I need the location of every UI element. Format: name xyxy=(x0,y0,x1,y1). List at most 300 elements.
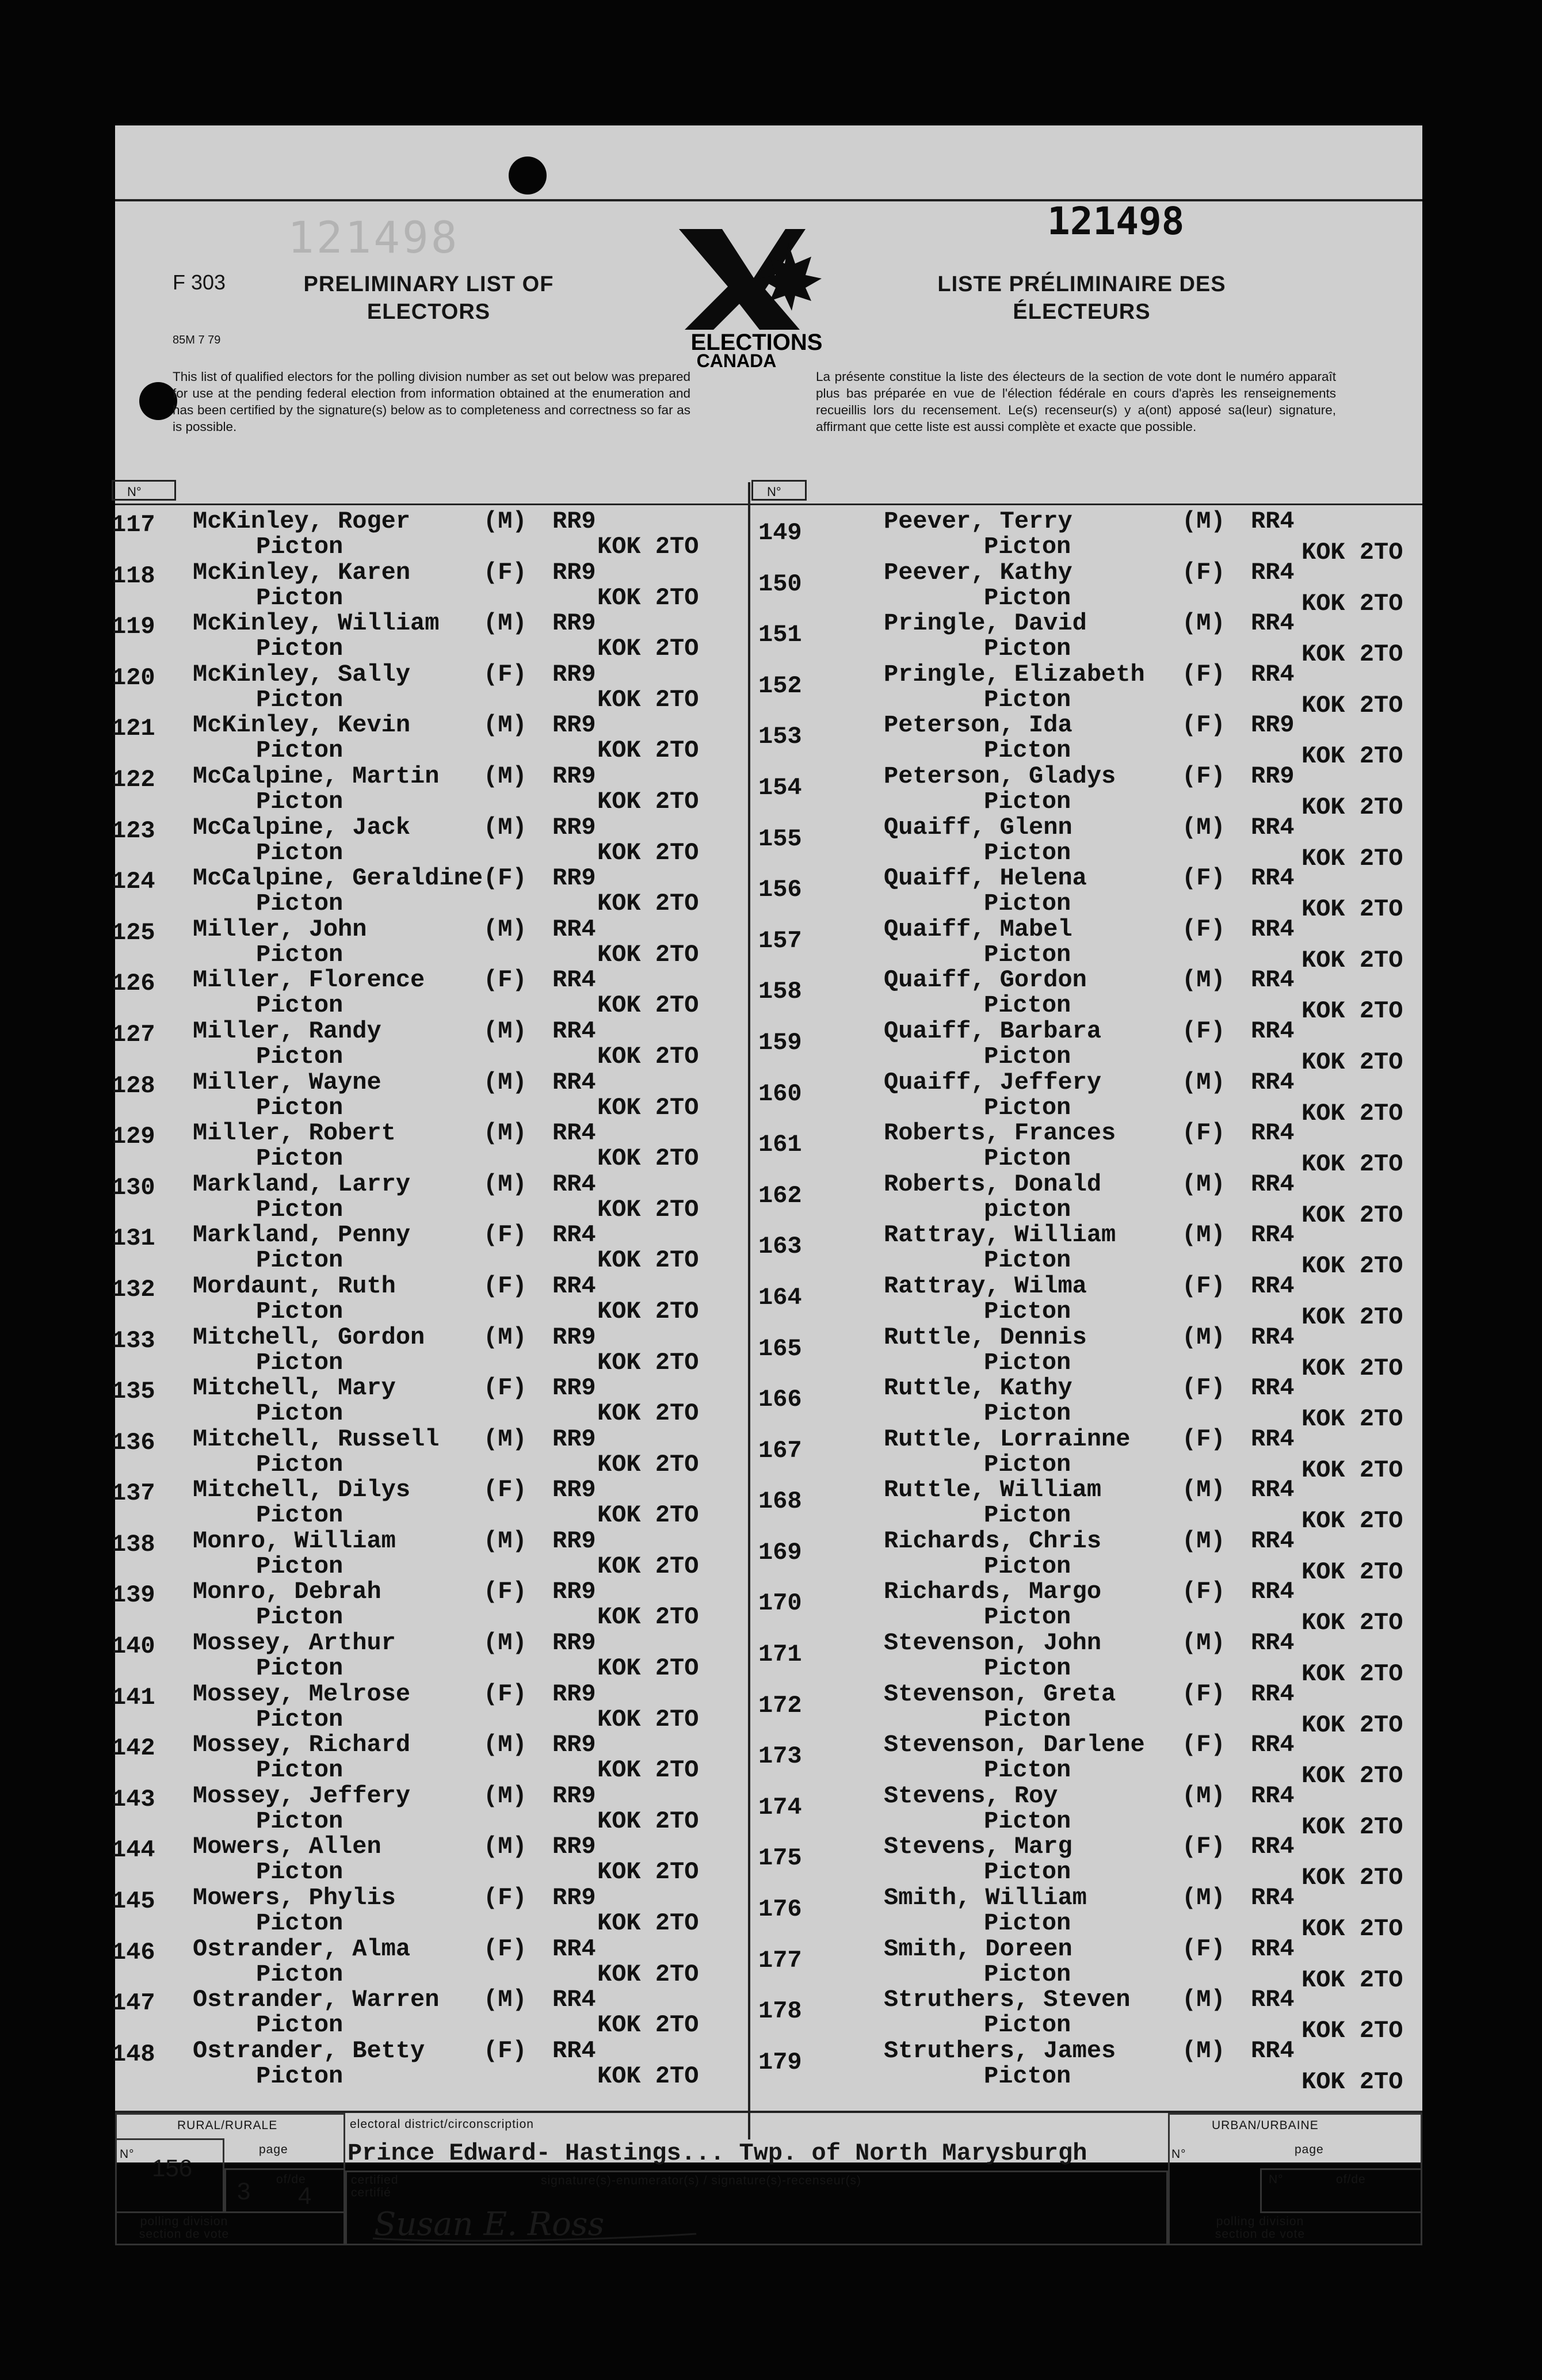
elector-number: 135 xyxy=(112,1378,155,1406)
elector-name: Peterson, Ida xyxy=(884,711,1072,739)
elector-town: Picton xyxy=(256,1807,343,1835)
postal-code: KOK 2TO xyxy=(1301,1354,1403,1382)
elector-number: 154 xyxy=(758,773,802,802)
footer-block xyxy=(115,2111,1422,2245)
postal-code: KOK 2TO xyxy=(1301,742,1403,771)
elector-town: Picton xyxy=(984,1603,1071,1631)
elector-entry xyxy=(754,966,1404,1025)
elector-entry xyxy=(754,1119,1404,1178)
elector-name: Ostrander, Warren xyxy=(193,1986,440,2014)
elector-sex: (M) xyxy=(483,609,527,638)
elector-name: Rattray, Wilma xyxy=(884,1272,1087,1300)
elector-entry xyxy=(112,813,748,867)
elector-town: Picton xyxy=(984,1145,1071,1173)
postal-code: KOK 2TO xyxy=(1301,844,1403,872)
rural-route: RR9 xyxy=(552,762,596,790)
postal-code: KOK 2TO xyxy=(597,533,699,560)
elector-name: McKinley, Roger xyxy=(193,508,411,535)
rural-route: RR9 xyxy=(552,711,596,739)
elector-name: Stevens, Roy xyxy=(884,1782,1058,1810)
postal-code: KOK 2TO xyxy=(597,1909,699,1937)
page-number: 3 xyxy=(237,2177,251,2204)
elector-name: Mitchell, Gordon xyxy=(193,1323,425,1351)
elector-town: Picton xyxy=(256,1552,343,1580)
elector-town: Picton xyxy=(256,737,343,765)
certified-label: certified certifié xyxy=(351,2173,399,2199)
elector-sex: (M) xyxy=(483,813,527,841)
postal-code: KOK 2TO xyxy=(597,1960,699,1988)
elector-number: 149 xyxy=(758,519,802,547)
elector-name: Quaiff, Mabel xyxy=(884,915,1072,943)
elector-number: 131 xyxy=(112,1225,155,1253)
postal-code: KOK 2TO xyxy=(597,1195,699,1223)
elector-number: 155 xyxy=(758,825,802,853)
rural-route: RR4 xyxy=(1251,1221,1295,1249)
postal-code: KOK 2TO xyxy=(1301,539,1403,566)
elector-name: McKinley, Kevin xyxy=(193,711,411,739)
elector-town: Picton xyxy=(984,1093,1071,1122)
elector-sex: (F) xyxy=(483,1374,527,1402)
postal-code: KOK 2TO xyxy=(1301,589,1403,617)
elector-sex: (M) xyxy=(1182,813,1226,841)
elector-number: 160 xyxy=(758,1080,802,1108)
elector-name: Ruttle, William xyxy=(884,1476,1102,1504)
elector-sex: (M) xyxy=(1182,1782,1226,1810)
elector-number: 132 xyxy=(112,1275,155,1303)
elector-town: Picton xyxy=(984,787,1071,815)
urban-number2-label: N° xyxy=(1269,2173,1284,2186)
postal-code: KOK 2TO xyxy=(1301,1915,1403,1943)
rural-route: RR4 xyxy=(552,1170,596,1198)
elector-number: 129 xyxy=(112,1123,155,1151)
polling-division-number: 156 xyxy=(152,2154,193,2181)
elector-name: Quaiff, Gordon xyxy=(884,966,1087,994)
elector-entry xyxy=(112,1527,748,1580)
rural-route: RR4 xyxy=(1251,1425,1295,1453)
rural-route: RR9 xyxy=(552,813,596,841)
elector-town: Picton xyxy=(256,1093,343,1122)
elector-sex: (M) xyxy=(483,1629,527,1657)
postal-code: KOK 2TO xyxy=(597,1246,699,1275)
elector-sex: (F) xyxy=(1182,660,1226,688)
elector-number: 133 xyxy=(112,1326,155,1355)
elector-sex: (F) xyxy=(1182,1578,1226,1606)
postal-code: KOK 2TO xyxy=(597,890,699,918)
elector-entry xyxy=(112,1272,748,1325)
elector-town: Picton xyxy=(984,685,1071,714)
elector-name: Ruttle, Dennis xyxy=(884,1323,1087,1351)
elector-town: Picton xyxy=(984,533,1071,560)
elector-entry xyxy=(754,1221,1404,1280)
elector-entry xyxy=(112,1119,748,1173)
postal-code: KOK 2TO xyxy=(597,1042,699,1070)
rural-route: RR4 xyxy=(1251,1680,1295,1708)
elector-entry xyxy=(112,1221,748,1275)
elector-number: 123 xyxy=(112,817,155,845)
elector-name: Smith, William xyxy=(884,1884,1087,1912)
elector-town: Picton xyxy=(984,1450,1071,1478)
postal-code: KOK 2TO xyxy=(1301,1558,1403,1586)
elector-town: Picton xyxy=(984,991,1071,1020)
urban-number-label: N° xyxy=(1171,2148,1186,2161)
elector-name: Mitchell, Russell xyxy=(193,1425,440,1453)
urban-page-label: page xyxy=(1295,2143,1324,2156)
elector-town: Picton xyxy=(256,1858,343,1886)
elector-sex: (F) xyxy=(1182,1017,1226,1045)
polling-division-label: polling division section de vote xyxy=(139,2215,230,2241)
elector-town: Picton xyxy=(256,635,343,663)
form-code: F 303 xyxy=(173,270,226,294)
postal-code: KOK 2TO xyxy=(597,1756,699,1784)
rural-route: RR4 xyxy=(1251,660,1295,688)
elector-entry xyxy=(112,1731,748,1784)
elector-entry xyxy=(112,558,748,612)
postal-code: KOK 2TO xyxy=(597,1145,699,1173)
elector-name: Mitchell, Mary xyxy=(193,1374,396,1402)
elector-name: Peterson, Gladys xyxy=(884,762,1116,790)
postal-code: KOK 2TO xyxy=(597,787,699,815)
elector-name: Miller, Randy xyxy=(193,1017,381,1045)
postal-code: KOK 2TO xyxy=(597,685,699,714)
elector-town: Picton xyxy=(984,1297,1071,1325)
elector-number: 150 xyxy=(758,570,802,598)
postal-code: KOK 2TO xyxy=(597,1807,699,1835)
postal-code: KOK 2TO xyxy=(1301,2017,1403,2045)
elector-town: Picton xyxy=(984,1348,1071,1376)
serial-number: 121498 xyxy=(1047,199,1185,243)
postal-code: KOK 2TO xyxy=(597,940,699,968)
elector-town: Picton xyxy=(984,2062,1071,2090)
elector-sex: (M) xyxy=(1182,1323,1226,1351)
elector-town: Picton xyxy=(256,1501,343,1530)
elector-entry xyxy=(112,1935,748,1988)
elector-number: 177 xyxy=(758,1946,802,1974)
postal-code: KOK 2TO xyxy=(597,1399,699,1428)
elector-number: 138 xyxy=(112,1530,155,1558)
intro-french: La présente constitue la liste des électeurs de la section de vote dont le numéro apparaît plus bas préparée en vue de l'élection fédérale en cours d'après les renseignements recueillis lors du recensement. Le(s) recenseur(s) y a(ont) apposé sa(leur) signature, affirmant que cette liste est aussi complète et exacte que possible. xyxy=(816,369,1336,434)
rural-route: RR9 xyxy=(552,1323,596,1351)
elector-sex: (M) xyxy=(483,1425,527,1453)
of-label: of/de xyxy=(276,2173,306,2186)
elector-sex: (M) xyxy=(483,1833,527,1861)
elector-name: Peever, Terry xyxy=(884,508,1072,535)
elector-entry xyxy=(754,1425,1404,1484)
rural-route: RR4 xyxy=(1251,1884,1295,1912)
elector-number: 119 xyxy=(112,613,155,641)
elector-entry xyxy=(754,1170,1404,1229)
postal-code: KOK 2TO xyxy=(597,838,699,867)
elector-town: Picton xyxy=(984,1960,1071,1988)
rural-number-label: N° xyxy=(120,2148,135,2161)
rural-route: RR4 xyxy=(1251,1374,1295,1402)
elector-entry xyxy=(754,762,1404,821)
elector-number: 126 xyxy=(112,970,155,998)
elector-number: 142 xyxy=(112,1734,155,1763)
postal-code: KOK 2TO xyxy=(1301,1609,1403,1637)
elector-number: 172 xyxy=(758,1691,802,1719)
rural-route: RR9 xyxy=(552,609,596,638)
elector-entry xyxy=(754,508,1404,566)
rural-route: RR9 xyxy=(552,1425,596,1453)
elector-number: 174 xyxy=(758,1793,802,1821)
number-header-right: N° xyxy=(751,480,807,501)
elector-town: Picton xyxy=(256,991,343,1020)
elector-town: Picton xyxy=(984,1399,1071,1428)
number-header-left: N° xyxy=(112,480,176,501)
rural-route: RR9 xyxy=(1251,711,1295,739)
elector-name: Stevenson, John xyxy=(884,1629,1102,1657)
elector-entry xyxy=(754,1629,1404,1688)
postal-code: KOK 2TO xyxy=(597,1603,699,1631)
elector-number: 139 xyxy=(112,1581,155,1609)
elector-sex: (M) xyxy=(483,915,527,943)
elector-town: Picton xyxy=(984,635,1071,663)
rural-route: RR4 xyxy=(1251,915,1295,943)
elector-sex: (F) xyxy=(1182,1425,1226,1453)
elector-entry xyxy=(112,864,748,918)
elector-entry xyxy=(112,1986,748,2039)
rural-route: RR9 xyxy=(552,660,596,688)
rural-route: RR4 xyxy=(1251,1731,1295,1759)
rural-route: RR4 xyxy=(552,1017,596,1045)
elector-sex: (F) xyxy=(483,1476,527,1504)
rural-route: RR4 xyxy=(1251,1170,1295,1198)
elector-sex: (M) xyxy=(483,1782,527,1810)
elector-entry xyxy=(754,915,1404,974)
rural-route: RR4 xyxy=(1251,864,1295,892)
postal-code: KOK 2TO xyxy=(597,1501,699,1530)
elector-sex: (M) xyxy=(483,508,527,535)
rural-route: RR4 xyxy=(1251,1629,1295,1657)
rural-route: RR4 xyxy=(1251,966,1295,994)
elector-town: Picton xyxy=(256,1654,343,1683)
elector-town: Picton xyxy=(984,838,1071,867)
elector-sex: (F) xyxy=(483,1221,527,1249)
urban-polling-label: polling division section de vote xyxy=(1215,2215,1306,2241)
rural-route: RR4 xyxy=(552,1119,596,1147)
postal-code: KOK 2TO xyxy=(1301,997,1403,1025)
postal-code: KOK 2TO xyxy=(597,737,699,765)
elector-name: Richards, Chris xyxy=(884,1527,1102,1555)
elector-name: Roberts, Donald xyxy=(884,1170,1102,1198)
elector-number: 168 xyxy=(758,1488,802,1516)
rural-route: RR4 xyxy=(1251,813,1295,841)
elector-name: Mitchell, Dilys xyxy=(193,1476,411,1504)
elector-sex: (M) xyxy=(1182,1170,1226,1198)
elector-sex: (F) xyxy=(483,1272,527,1300)
postal-code: KOK 2TO xyxy=(1301,1762,1403,1790)
postal-code: KOK 2TO xyxy=(1301,1966,1403,1994)
elector-town: Picton xyxy=(984,1807,1071,1835)
rural-route: RR4 xyxy=(552,2036,596,2065)
elector-entry xyxy=(754,1935,1404,1994)
rural-label: RURAL/RURALE xyxy=(177,2119,278,2132)
elector-town: Picton xyxy=(256,1960,343,1988)
rural-route: RR9 xyxy=(552,1476,596,1504)
elector-town: Picton xyxy=(256,1909,343,1937)
elector-sex: (M) xyxy=(483,1986,527,2014)
elector-name: Ruttle, Lorrainne xyxy=(884,1425,1131,1453)
elector-number: 179 xyxy=(758,2048,802,2076)
rural-route: RR4 xyxy=(1251,1527,1295,1555)
elector-entry xyxy=(754,1782,1404,1841)
elector-name: Ostrander, Betty xyxy=(193,2036,425,2065)
elector-number: 122 xyxy=(112,765,155,794)
elector-entry xyxy=(754,1476,1404,1535)
rural-route: RR4 xyxy=(552,1221,596,1249)
elector-name: Quaiff, Helena xyxy=(884,864,1087,892)
elector-entry xyxy=(754,711,1404,771)
elector-number: 170 xyxy=(758,1589,802,1618)
elector-entry xyxy=(754,558,1404,617)
elector-number: 163 xyxy=(758,1233,802,1261)
postal-code: KOK 2TO xyxy=(1301,793,1403,821)
postal-code: KOK 2TO xyxy=(1301,1507,1403,1535)
elector-town: Picton xyxy=(256,2011,343,2039)
elector-number: 165 xyxy=(758,1334,802,1363)
elector-sex: (M) xyxy=(1182,1986,1226,2014)
elector-entry xyxy=(112,1170,748,1223)
elector-number: 162 xyxy=(758,1181,802,1210)
elector-sex: (M) xyxy=(483,762,527,790)
elector-number: 178 xyxy=(758,1997,802,2026)
elector-name: Monro, William xyxy=(193,1527,396,1555)
elector-entry xyxy=(754,2036,1404,2096)
rural-route: RR4 xyxy=(552,1068,596,1096)
elector-sex: (M) xyxy=(1182,508,1226,535)
postal-code: KOK 2TO xyxy=(597,1297,699,1325)
rural-route: RR4 xyxy=(552,1272,596,1300)
elector-sex: (M) xyxy=(1182,1527,1226,1555)
elector-entry xyxy=(112,1629,748,1683)
elector-entry xyxy=(112,1323,748,1376)
postal-code: KOK 2TO xyxy=(597,1552,699,1580)
elector-town: Picton xyxy=(984,940,1071,968)
elector-name: Miller, Robert xyxy=(193,1119,396,1147)
elector-entry xyxy=(112,1578,748,1631)
rural-route: RR4 xyxy=(1251,1833,1295,1861)
elector-sex: (M) xyxy=(1182,966,1226,994)
elector-name: Rattray, William xyxy=(884,1221,1116,1249)
postal-code: KOK 2TO xyxy=(1301,1813,1403,1841)
elector-sex: (M) xyxy=(483,1731,527,1759)
elector-entry xyxy=(112,1782,748,1835)
elector-name: Quaiff, Barbara xyxy=(884,1017,1102,1045)
elector-entry xyxy=(754,813,1404,872)
elector-town: Picton xyxy=(984,1552,1071,1580)
elector-name: Peever, Kathy xyxy=(884,558,1072,586)
elector-sex: (M) xyxy=(483,711,527,739)
elector-name: Stevenson, Greta xyxy=(884,1680,1116,1708)
elector-town: Picton xyxy=(256,1246,343,1275)
elector-entry xyxy=(754,1578,1404,1637)
elector-entry xyxy=(112,1884,748,1937)
postal-code: KOK 2TO xyxy=(1301,895,1403,924)
elector-name: Richards, Margo xyxy=(884,1578,1102,1606)
elector-number: 140 xyxy=(112,1633,155,1661)
rural-route: RR4 xyxy=(552,1935,596,1963)
elector-name: Ruttle, Kathy xyxy=(884,1374,1072,1402)
elector-town: Picton xyxy=(984,583,1071,612)
rural-route: RR4 xyxy=(1251,2036,1295,2065)
elector-number: 118 xyxy=(112,562,155,590)
elector-name: McCalpine, Geraldine xyxy=(193,864,483,892)
elector-sex: (F) xyxy=(1182,915,1226,943)
elector-sex: (M) xyxy=(1182,1629,1226,1657)
rural-route: RR9 xyxy=(552,1374,596,1402)
elector-entry xyxy=(112,1017,748,1070)
elector-entry xyxy=(112,1425,748,1478)
elector-sex: (F) xyxy=(1182,1731,1226,1759)
rural-route: RR9 xyxy=(552,1527,596,1555)
column-divider xyxy=(748,482,750,2139)
district-value: Prince Edward- Hastings... Twp. of North Marysburgh xyxy=(348,2139,1087,2167)
intro-english: This list of qualified electors for the polling division number as set out below was prepared for use at the pending federal election from information obtained at the enumeration and has been certified by the signature(s) below as to completeness and correctness so far as is possible. xyxy=(173,369,690,434)
elector-name: Markland, Penny xyxy=(193,1221,411,1249)
postal-code: KOK 2TO xyxy=(1301,1150,1403,1178)
elector-entry xyxy=(112,1476,748,1530)
elector-number: 124 xyxy=(112,868,155,896)
form-date: 85M 7 79 xyxy=(173,334,221,346)
elector-entry xyxy=(754,1680,1404,1739)
elector-number: 147 xyxy=(112,1989,155,2017)
serial-number-ghost: 121498 xyxy=(288,212,460,263)
elector-name: Quaiff, Jeffery xyxy=(884,1068,1102,1096)
elector-number: 141 xyxy=(112,1683,155,1711)
elector-name: McKinley, Sally xyxy=(193,660,411,688)
logo-text-canada: CANADA xyxy=(696,350,777,371)
rural-route: RR9 xyxy=(552,1629,596,1657)
elector-number: 145 xyxy=(112,1887,155,1916)
elector-town: Picton xyxy=(256,1399,343,1428)
elector-town: Picton xyxy=(256,787,343,815)
elector-number: 151 xyxy=(758,621,802,649)
elector-town: Picton xyxy=(984,1909,1071,1937)
rural-route: RR9 xyxy=(552,1782,596,1810)
rural-route: RR4 xyxy=(1251,558,1295,586)
elector-town: Picton xyxy=(984,1756,1071,1784)
postal-code: KOK 2TO xyxy=(597,991,699,1020)
rural-route: RR4 xyxy=(552,1986,596,2014)
elector-entry xyxy=(112,966,748,1020)
elector-entry xyxy=(754,1272,1404,1331)
elector-number: 175 xyxy=(758,1844,802,1872)
elector-town: Picton xyxy=(256,1450,343,1478)
rural-route: RR4 xyxy=(1251,1017,1295,1045)
elector-name: Miller, Florence xyxy=(193,966,425,994)
elector-entry xyxy=(754,1986,1404,2045)
elector-town: Picton xyxy=(256,1603,343,1631)
elector-entry xyxy=(112,609,748,663)
elector-entry xyxy=(112,915,748,968)
elector-sex: (F) xyxy=(483,966,527,994)
elector-entry xyxy=(112,711,748,765)
elector-name: McCalpine, Martin xyxy=(193,762,440,790)
elector-town: Picton xyxy=(256,838,343,867)
svg-text:Susan E. Ross: Susan E. Ross xyxy=(374,2206,605,2243)
postal-code: KOK 2TO xyxy=(1301,640,1403,669)
elector-sex: (M) xyxy=(483,1527,527,1555)
page-total: 4 xyxy=(298,2182,312,2209)
elector-town: Picton xyxy=(256,890,343,918)
rural-route: RR4 xyxy=(552,915,596,943)
elector-sex: (F) xyxy=(1182,711,1226,739)
elector-number: 125 xyxy=(112,918,155,947)
elector-entry xyxy=(112,1680,748,1733)
rural-route: RR4 xyxy=(1251,1323,1295,1351)
elector-name: Monro, Debrah xyxy=(193,1578,381,1606)
elector-name: Struthers, James xyxy=(884,2036,1116,2065)
